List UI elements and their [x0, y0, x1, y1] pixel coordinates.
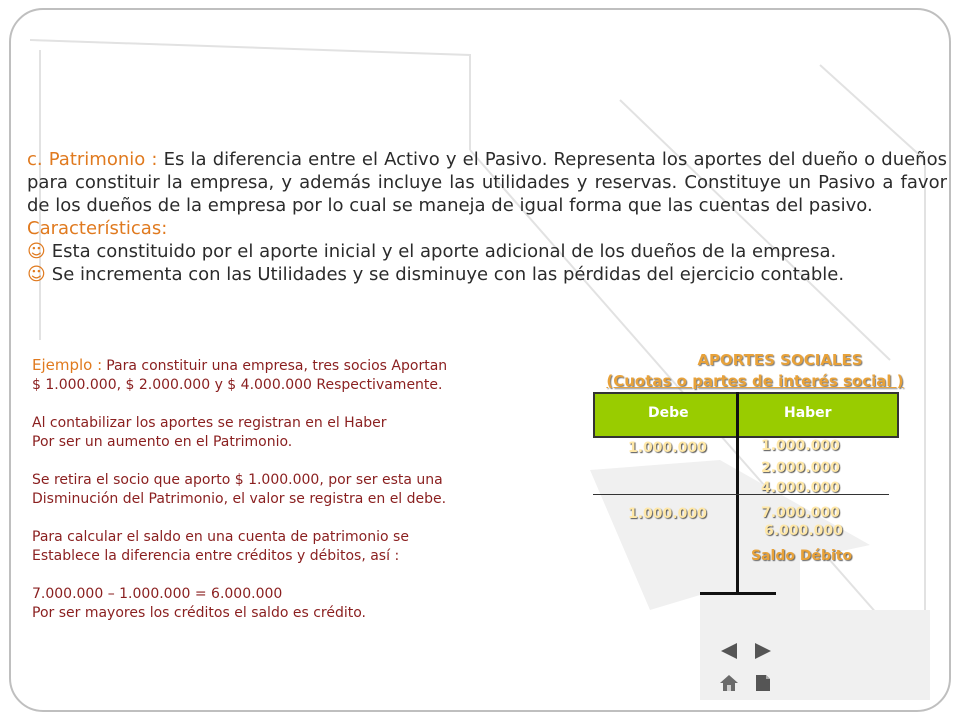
- bullet-text: Esta constituido por el aporte inicial y el aporte adicional de los dueños de la empresa.: [51, 241, 837, 262]
- example-block: [32, 356, 608, 623]
- example-line: Se retira el socio que aporto $ 1.000.000, por ser esta una: [32, 472, 443, 488]
- debe-header: Debe: [648, 405, 689, 421]
- caracteristicas-heading: Características:: [27, 218, 168, 239]
- haber-value: 7.000.000: [761, 505, 840, 521]
- bullet-item: [27, 263, 947, 286]
- haber-value: 4.000.000: [761, 480, 840, 496]
- example-line: Por ser mayores los créditos el saldo es crédito.: [32, 605, 367, 621]
- debe-value: 1.000.000: [628, 440, 707, 456]
- bullet-text: Se incrementa con las Utilidades y se disminuye con las pérdidas del ejercicio contable.: [51, 264, 845, 285]
- example-line: Por ser un aumento en el Patrimonio.: [32, 434, 293, 450]
- haber-value: 1.000.000: [761, 438, 840, 454]
- t-account-subtitle: (Cuotas o partes de interés social ): [606, 372, 904, 390]
- smiley-bullet-icon: ☺: [27, 241, 46, 262]
- example-line: Disminución del Patrimonio, el valor se registra en el debe.: [32, 491, 447, 507]
- bullet-item: [27, 240, 947, 263]
- t-account-header: [593, 392, 899, 438]
- example-line: 7.000.000 – 1.000.000 = 6.000.000: [32, 586, 283, 602]
- haber-value: 6.000.000: [764, 523, 843, 539]
- saldo-label: Saldo Débito: [751, 548, 853, 564]
- example-line: Para calcular el saldo en una cuenta de patrimonio se: [32, 529, 409, 545]
- t-account-title: APORTES SOCIALES: [697, 351, 863, 369]
- document-icon: [754, 673, 772, 693]
- debe-value: 1.000.000: [628, 506, 707, 522]
- patrimonio-definition: [27, 148, 947, 217]
- example-line: Al contabilizar los aportes se registran en el Haber: [32, 415, 387, 431]
- smiley-bullet-icon: ☺: [27, 264, 46, 285]
- example-line: [32, 356, 608, 376]
- patrimonio-label: c. Patrimonio :: [27, 149, 158, 170]
- next-button[interactable]: [752, 640, 774, 662]
- example-text: Para constituir una empresa, tres socios Aportan: [106, 358, 448, 374]
- main-text: [27, 148, 947, 286]
- t-account-foot: [700, 592, 776, 595]
- haber-value: 2.000.000: [761, 460, 840, 476]
- patrimonio-def-line1: Es la diferencia entre el Activo y el Pasivo. Representa los aportes del dueño o dueños para constituir la empresa, y además incluye las utilidades y reservas.: [27, 149, 947, 193]
- home-icon: [719, 673, 739, 693]
- home-button[interactable]: [718, 672, 740, 694]
- example-line: Establece la diferencia entre créditos y débitos, así :: [32, 548, 400, 564]
- document-button[interactable]: [752, 672, 774, 694]
- example-label: Ejemplo :: [32, 356, 103, 374]
- patrimonio-def-line2: Constituye un Pasivo a favor de los dueños de la empresa por lo cual se maneja de igual forma que las cuentas del pasivo.: [27, 172, 947, 216]
- triangle-left-icon: [719, 642, 739, 660]
- t-account-subtotal-line: [593, 494, 889, 495]
- prev-button[interactable]: [718, 640, 740, 662]
- haber-header: Haber: [784, 405, 832, 421]
- example-line: $ 1.000.000, $ 2.000.000 y $ 4.000.000 Respectivamente.: [32, 377, 443, 393]
- triangle-right-icon: [753, 642, 773, 660]
- t-account-divider: [736, 392, 739, 594]
